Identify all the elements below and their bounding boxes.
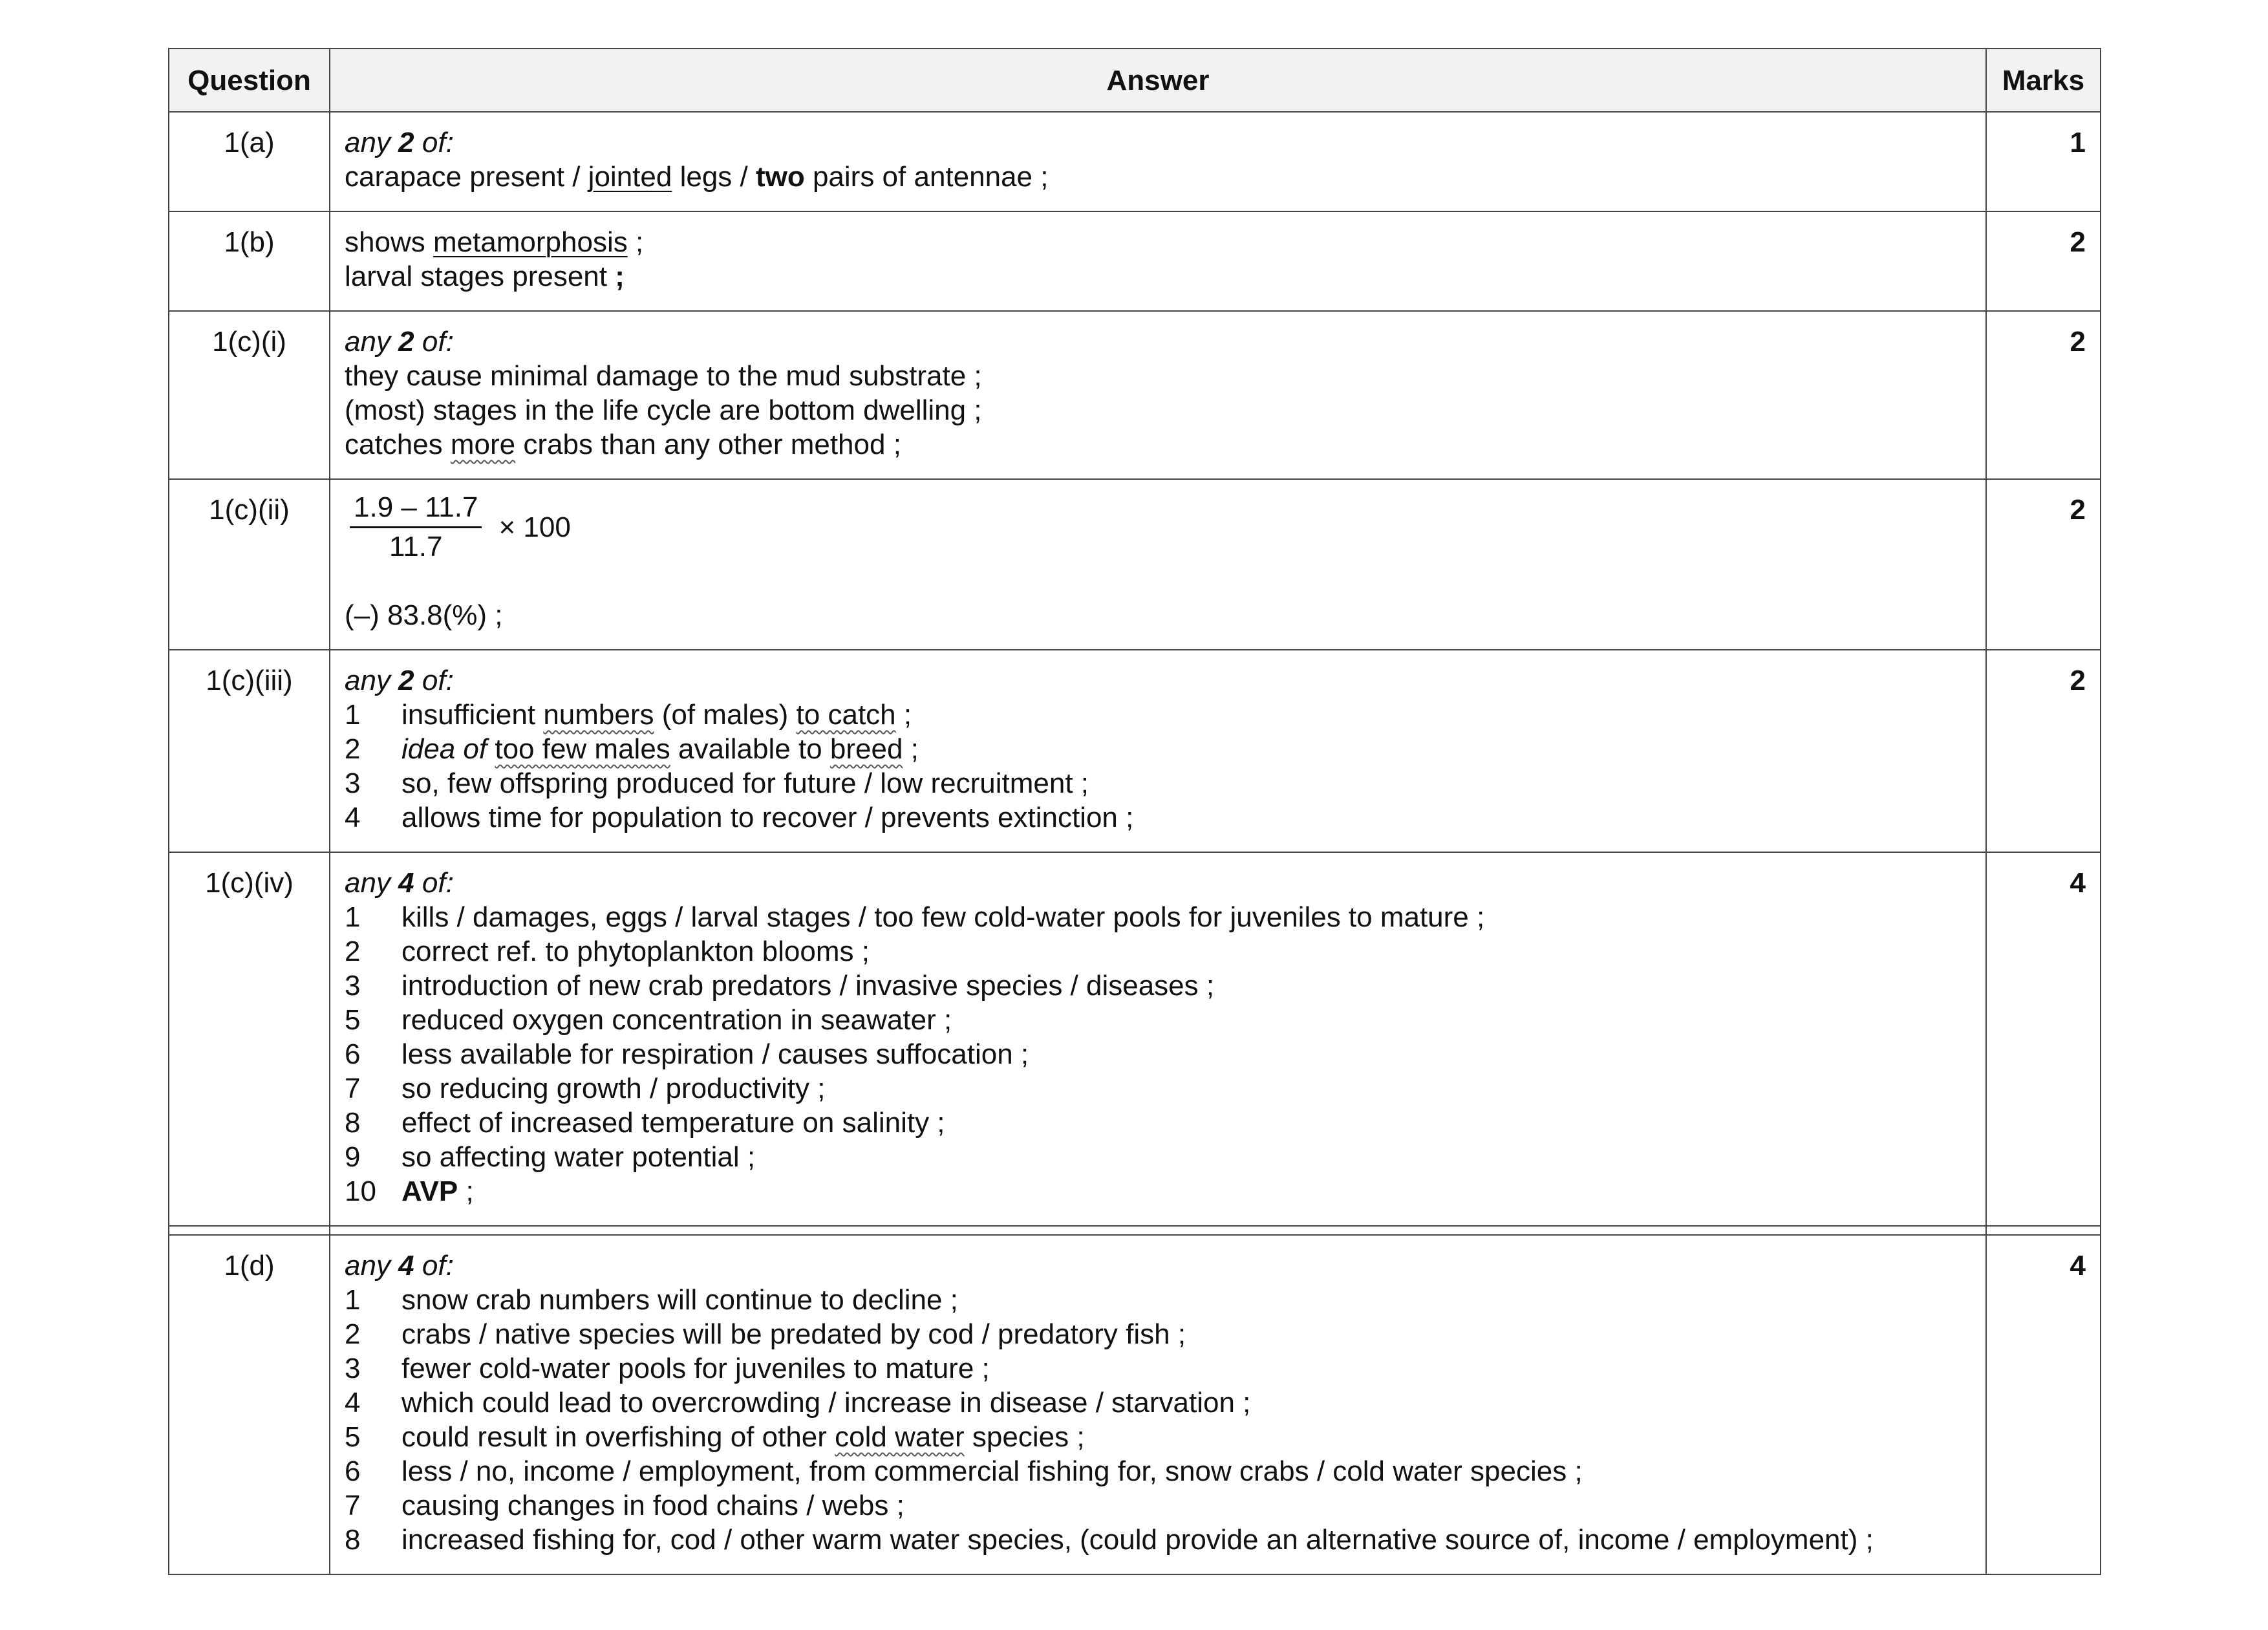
header-row bbox=[169, 48, 2101, 112]
list-item: 2 correct ref. to phytoplankton blooms ; bbox=[345, 936, 870, 967]
list-item: 7 so reducing growth / productivity ; bbox=[345, 1073, 826, 1104]
list-item: 1 kills / damages, eggs / larval stages / too few cold-water pools for juveniles to mature ; bbox=[345, 901, 1485, 933]
marks-value: 4 bbox=[1986, 852, 2101, 1226]
answer-line: (most) stages in the life cycle are bottom dwelling ; bbox=[345, 394, 982, 426]
list-item: 9 so affecting water potential ; bbox=[345, 1141, 756, 1173]
answer-line: catches more crabs than any other method ; bbox=[345, 429, 901, 460]
answer-cell bbox=[330, 1235, 1986, 1574]
marks-value: 1 bbox=[1986, 112, 2101, 211]
table-row bbox=[169, 1235, 2101, 1574]
table-row bbox=[169, 112, 2101, 211]
answer-line: larval stages present ; bbox=[345, 261, 625, 292]
fraction bbox=[350, 493, 482, 562]
answer-line: they cause minimal damage to the mud substrate ; bbox=[345, 360, 982, 392]
question-number: 1(c)(ii) bbox=[169, 479, 330, 650]
question-number: 1(c)(iii) bbox=[169, 650, 330, 852]
answer-result: (–) 83.8(%) ; bbox=[345, 599, 503, 631]
list-item: 4 allows time for population to recover / prevents extinction ; bbox=[345, 802, 1134, 833]
answer-heading: any 2 of: bbox=[345, 127, 454, 158]
answer-cell bbox=[330, 112, 1986, 211]
question-number: 1(c)(iv) bbox=[169, 852, 330, 1226]
header-question: Question bbox=[169, 48, 330, 112]
table-row bbox=[169, 311, 2101, 479]
fraction-numerator: 1.9 – 11.7 bbox=[350, 493, 482, 528]
fraction-denominator: 11.7 bbox=[389, 531, 443, 563]
header-answer: Answer bbox=[330, 48, 1986, 112]
question-number: 1(d) bbox=[169, 1235, 330, 1574]
answer-cell bbox=[330, 479, 1986, 650]
answer-heading: any 4 of: bbox=[345, 1250, 454, 1281]
list-item: 1 insufficient numbers (of males) to catch ; bbox=[345, 699, 912, 731]
marks-value: 4 bbox=[1986, 1235, 2101, 1574]
answer-cell bbox=[330, 650, 1986, 852]
marks-value: 2 bbox=[1986, 650, 2101, 852]
answer-line: carapace present / jointed legs / two pairs of antennae ; bbox=[345, 161, 1049, 193]
answer-cell bbox=[330, 311, 1986, 479]
list-item: 4 which could lead to overcrowding / increase in disease / starvation ; bbox=[345, 1387, 1251, 1419]
table-row bbox=[169, 211, 2101, 311]
list-item: 5 reduced oxygen concentration in seawater ; bbox=[345, 1004, 952, 1036]
list-item: 7 causing changes in food chains / webs ; bbox=[345, 1490, 904, 1521]
answer-cell bbox=[330, 852, 1986, 1226]
list-item: 8 effect of increased temperature on salinity ; bbox=[345, 1107, 945, 1139]
list-item: 3 introduction of new crab predators / invasive species / diseases ; bbox=[345, 970, 1215, 1002]
answer-line: shows metamorphosis ; bbox=[345, 226, 644, 258]
page-break-gap bbox=[169, 1226, 2101, 1235]
answer-heading: any 2 of: bbox=[345, 326, 454, 358]
list-item: 6 less / no, income / employment, from commercial fishing for, snow crabs / cold water species ; bbox=[345, 1455, 1583, 1487]
list-item: 5 could result in overfishing of other cold water species ; bbox=[345, 1421, 1085, 1453]
marks-value: 2 bbox=[1986, 311, 2101, 479]
mark-scheme-table bbox=[168, 48, 2101, 1575]
list-item: 1 snow crab numbers will continue to decline ; bbox=[345, 1284, 958, 1316]
header-marks: Marks bbox=[1986, 48, 2101, 112]
calculation bbox=[350, 493, 1971, 562]
answer-heading: any 2 of: bbox=[345, 665, 454, 696]
table-row bbox=[169, 650, 2101, 852]
question-number: 1(b) bbox=[169, 211, 330, 311]
list-item: 6 less available for respiration / causes suffocation ; bbox=[345, 1038, 1029, 1070]
answer-heading: any 4 of: bbox=[345, 867, 454, 899]
list-item: 8 increased fishing for, cod / other warm water species, (could provide an alternative source of, income / employment) ; bbox=[345, 1524, 1874, 1556]
list-item: 3 fewer cold-water pools for juveniles to mature ; bbox=[345, 1353, 990, 1384]
list-item: 2 idea of too few males available to breed ; bbox=[345, 733, 919, 765]
list-item: 10 AVP ; bbox=[345, 1175, 474, 1207]
marks-value: 2 bbox=[1986, 211, 2101, 311]
list-item: 3 so, few offspring produced for future / low recruitment ; bbox=[345, 767, 1089, 799]
multiplier: × 100 bbox=[498, 511, 571, 543]
question-number: 1(c)(i) bbox=[169, 311, 330, 479]
answer-cell bbox=[330, 211, 1986, 311]
table-row bbox=[169, 852, 2101, 1226]
table-row bbox=[169, 479, 2101, 650]
list-item: 2 crabs / native species will be predated by cod / predatory fish ; bbox=[345, 1318, 1186, 1350]
question-number: 1(a) bbox=[169, 112, 330, 211]
marks-value: 2 bbox=[1986, 479, 2101, 650]
